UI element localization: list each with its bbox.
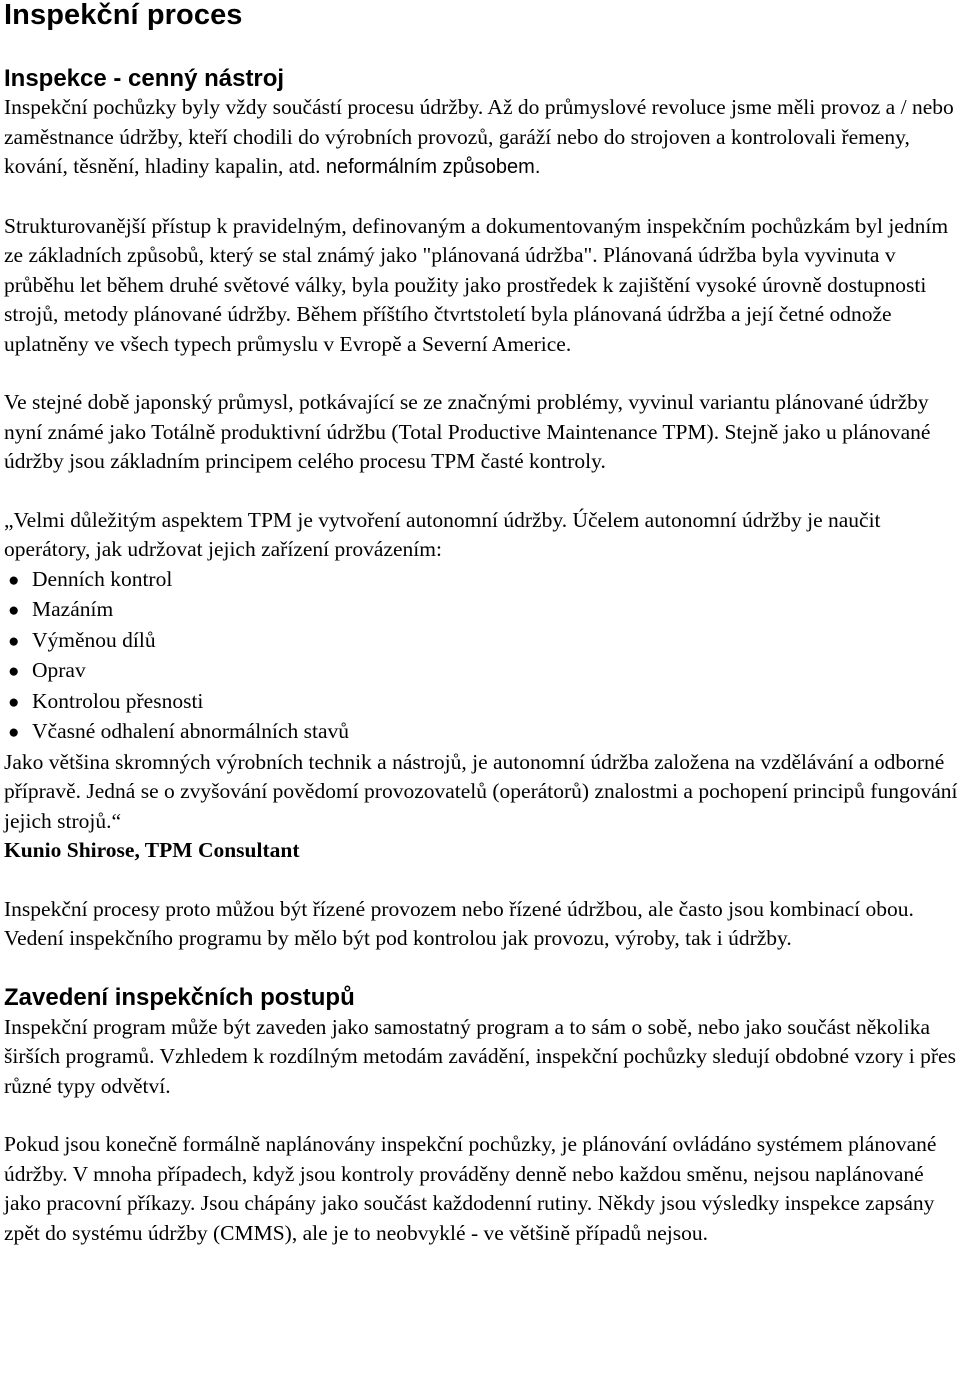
- list-item: ● Kontrolou přesnosti: [4, 687, 960, 718]
- bullet-list: [4, 565, 960, 748]
- section-inspection-tool: [4, 64, 960, 954]
- paragraph-intro-serif: Inspekční pochůzky byly vždy součástí procesu údržby. Až do průmyslové revoluce jsme měli provoz a / nebo zaměstnance údržby, kteří chodili do výrobních provozů, garáží nebo do strojoven a kontrolovali řemeny, kování, těsnění, hladiny kapalin, atd.: [4, 95, 954, 178]
- list-item: ● Oprav: [4, 656, 960, 687]
- paragraph-scheduling: Pokud jsou konečně formálně naplánovány inspekční pochůzky, je plánování ovládáno systémem plánované údržby. V mnoha případech, když jsou kontroly prováděny denně nebo každou směnu, nejsou naplánované jako pracovní příkazy. Jsou chápány jako součást každodenní rutiny. Někdy jsou výsledky inspekce zapsány zpět do systému údržby (CMMS), ale je to neobvyklé - ve většině případů nejsou.: [4, 1132, 937, 1245]
- quote-intro: „Velmi důležitým aspektem TPM je vytvoření autonomní údržby. Účelem autonomní údržby je naučit operátory, jak udržovat jejich zařízení provázením:: [4, 507, 881, 561]
- paragraph-planned-maintenance: Strukturovanější přístup k pravidelným, definovaným a dokumentovaným inspekčním pochůzkám byl jedním ze základních způsobů, který se stal známý jako "plánovaná údržba". Plánovaná údržba byla vyvinuta v průběhu let během druhé světové války, byla použity jako prostředek k zajištění vysoké úrovně dostupnosti strojů, metody plánované údržby. Během příštího čtvrtstoletí byla plánovaná údržba a její četné odnože uplatněny ve všech typech průmyslu v Evropě a Severní Americe.: [4, 213, 949, 356]
- quote-end: Jako většina skromných výrobních technik a nástrojů, je autonomní údržba založena na vzdělávání a odborné přípravě. Jedná se o zvyšování povědomí provozovatelů (operátorů) znalostmi a pochopení principů fungování jejich strojů.“: [4, 749, 958, 833]
- list-item: ● Výměnou dílů: [4, 626, 960, 657]
- paragraph-intro-sans: neformálním způsobem.: [325, 156, 541, 178]
- page-title: Inspekční proces: [4, 0, 243, 31]
- list-item: ● Včasné odhalení abnormálních stavů: [4, 717, 960, 748]
- paragraph-tpm: Ve stejné době japonský průmysl, potkávající se ze značnými problémy, vyvinul variantu plánované údržby nyní známé jako Totálně produktivní údržbu (Total Productive Maintenance TPM). Stejně jako u plánované údržby jsou základním principem celého procesu TPM časté kontroly.: [4, 390, 931, 473]
- list-item: ● Denních kontrol: [4, 565, 960, 596]
- section-heading-introducing-procedures: Zavedení inspekčních postupů: [4, 983, 355, 1011]
- paragraph-program: Inspekční program může být zaveden jako samostatný program a to sám o sobě, nebo jako součást několika širších programů. Vzhledem k rozdílným metodám zavádění, inspekční pochůzky sledují obdobné vzory i přes různé typy odvětví.: [4, 1014, 956, 1098]
- paragraph-intro: [4, 93, 960, 183]
- paragraph-inspection-processes: Inspekční procesy proto můžou být řízené provozem nebo řízené údržbou, ale často jsou kombinací obou. Vedení inspekčního programu by mělo být pod kontrolou jak provozu, výroby, tak i údržby.: [4, 896, 914, 950]
- section-heading-inspection-tool: Inspekce - cenný nástroj: [4, 65, 285, 92]
- list-item: ● Mazáním: [4, 595, 960, 626]
- quote-attribution: Kunio Shirose, TPM Consultant: [4, 838, 300, 862]
- section-introducing-procedures: [4, 983, 960, 1249]
